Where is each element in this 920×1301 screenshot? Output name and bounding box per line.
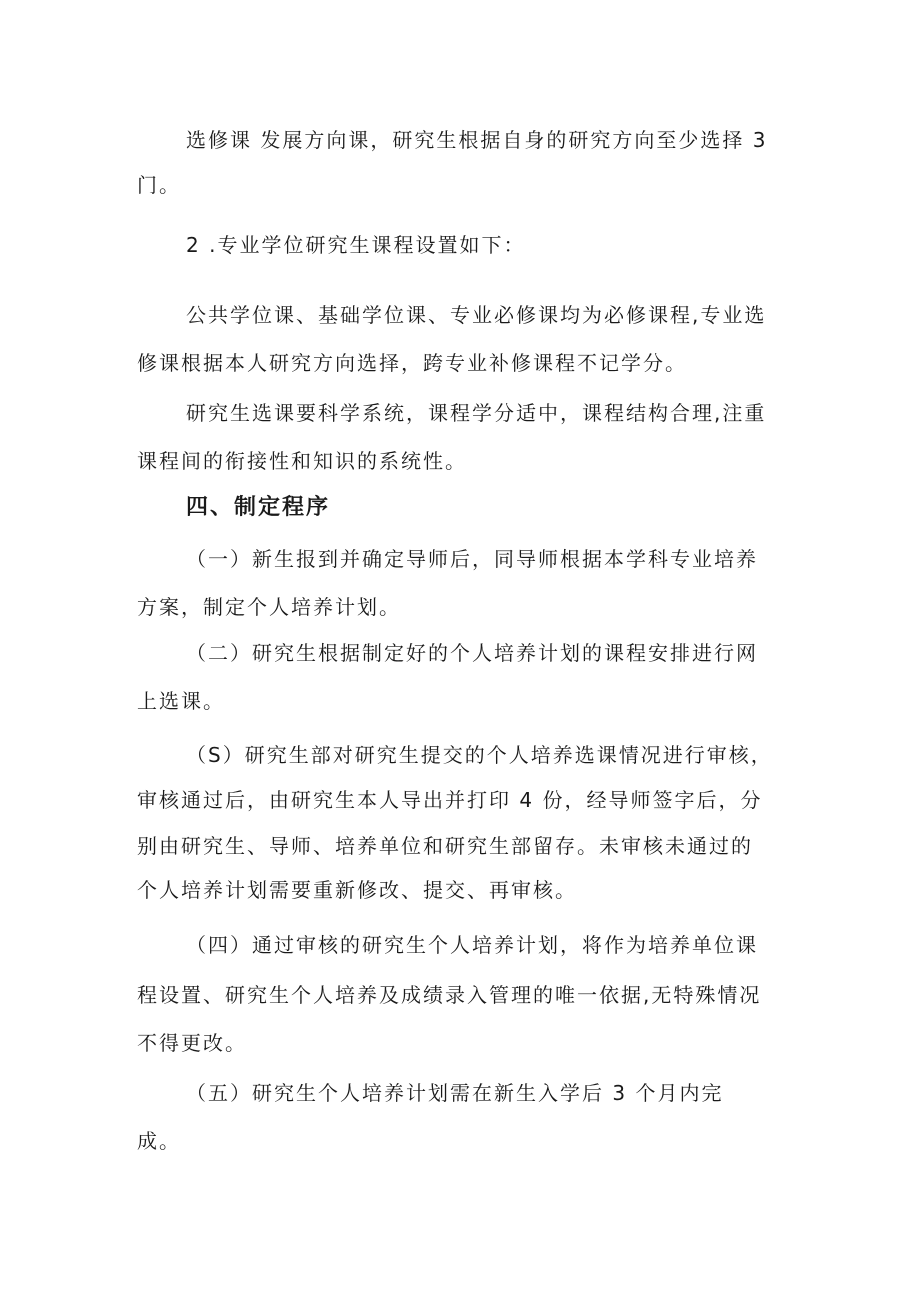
paragraph-line: （五）研究生个人培养计划需在新生入学后 3 个月内完: [186, 1081, 724, 1105]
paragraph-line: （一）新生报到并确定导师后，同导师根据本学科专业培养: [186, 547, 758, 571]
paragraph-line: 门。: [137, 173, 181, 197]
paragraph-line: 审核通过后，由研究生本人导出并打印 4 份，经导师签字后，分: [137, 788, 763, 812]
paragraph-line: 不得更改。: [137, 1031, 247, 1055]
paragraph-line: 修课根据本人研究方向选择，跨专业补修课程不记学分。: [137, 351, 687, 375]
paragraph-line: 方案，制定个人培养计划。: [137, 595, 401, 619]
paragraph-line: 程设置、研究生个人培养及成绩录入管理的唯一依据,无特殊情况: [137, 983, 762, 1007]
paragraph-line: 选修课 发展方向课，研究生根据自身的研究方向至少选择 3: [186, 128, 768, 152]
paragraph-line: 个人培养计划需要重新修改、提交、再审核。: [137, 878, 577, 902]
paragraph-line: 研究生选课要科学系统，课程学分适中，课程结构合理,注重: [186, 401, 767, 425]
paragraph-line: 成。: [137, 1129, 181, 1153]
paragraph-line: 别由研究生、导师、培养单位和研究生部留存。未审核未通过的: [137, 834, 753, 858]
paragraph-line: 上选课。: [137, 689, 225, 713]
paragraph-line: （二）研究生根据制定好的个人培养计划的课程安排进行网: [186, 641, 758, 665]
paragraph-line: 2 .专业学位研究生课程设置如下：: [186, 233, 526, 257]
section-heading: 四、制定程序: [186, 495, 331, 520]
paragraph-line: 公共学位课、基础学位课、专业必修课均为必修课程,专业选: [186, 303, 767, 327]
paragraph-line: 课程间的衔接性和知识的系统性。: [137, 449, 467, 473]
paragraph-line: （四）通过审核的研究生个人培养计划，将作为培养单位课: [186, 933, 758, 957]
paragraph-line: （S）研究生部对研究生提交的个人培养选课情况进行审核，: [186, 743, 773, 767]
